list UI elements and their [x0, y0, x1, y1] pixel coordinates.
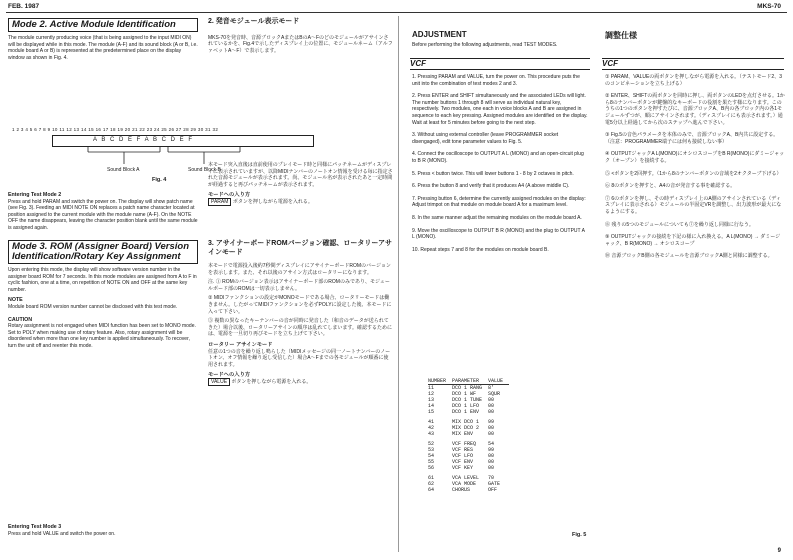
- table-row: 11 DCO 1 RANG 8': [428, 385, 495, 391]
- jp-rotary-body: 任意の1つの音を繰り返し鳴らした（MIDIメッセージの同一ノートナンバーのノートオン、オフ情報を繰り返し受信した）場合A～Fまでの各モジュールが順番に使用されます。: [208, 348, 391, 368]
- step-jp-4: ④ OUTPUTジャックA L(MONO)にオシロスコープをB R(MONO)にダミージャック（オープン）を接続する。: [605, 151, 785, 164]
- col-number: NUMBER: [428, 378, 452, 385]
- steps-en: [412, 74, 588, 259]
- step-3: 3. Without using external controller (leave PROGRAMMER socket disengaged), edit tone parameter values to Fig. 5.: [412, 132, 559, 145]
- header-date: FEB. 1987: [8, 3, 40, 10]
- mode2-jp-note: [208, 162, 393, 209]
- step-7: 7. Pressing button 6, determine the currently assigned modules on the display: Adjust trimpot on that module on module board A for a maximum level.: [412, 195, 586, 209]
- jp-note-2: ② MIDIファンクションの設定がMONOモードである場合、ロータリーモードは働きません。したがってMIDIファンクションを必ずPOLYに設定した後、本モードに入って下さい。: [208, 295, 392, 315]
- page-divider: [398, 16, 399, 552]
- step-jp-8: ⑧ 残りの5つのモジュールについても⑦を繰り返し同様に行なう。: [605, 221, 754, 228]
- fig4-ruler: 1 2 3 4 5 6 7 8 9 10 11 12 13 14 15 16 17 18 19 20 21 22 23 24 25 26 27 28 29 30 31 32: [12, 127, 219, 132]
- mode3-body-jp: 本モードで電源投入後約7秒間ディスプレイにアサイナーボードROMのバージョンを表示します。また、それ以後のアサイン方式はロータリーになります。: [208, 263, 391, 276]
- step-8: 8. In the same manner adjust the remaining modules on the module board A.: [412, 214, 582, 221]
- mode3-title-jp: 3. アサイナーボードROMバージョン確認、ロータリーアサインモード: [208, 240, 392, 256]
- sound-block-a-label: Sound Block A: [107, 167, 140, 173]
- step-2: 2. Press ENTER and SHIFT simultaneously and the associated LEDs will light. The number buttons 1 through 8 will serve as individual natural key, respectively. Two modules, one each in voice blocks A and B are assigned in sequence to each key pressing. Assigned modules are identified on the display. Wait at least for 5 minutes before going to the next step.: [412, 93, 588, 126]
- table-row: 14 DCO 1 LFO 00: [428, 403, 495, 409]
- col-parameter: PARAMETER: [452, 378, 488, 385]
- caution-title: CAUTION: [8, 316, 33, 323]
- table-row: 54 VCF LFO 00: [428, 453, 495, 459]
- mode2-body: The module currently producing voice (that is being assigned to the input MIDI ON) will be displayed while in this mode. The module (A-F) and its sound block (A or B, i.e. module board A or B) is represented at the predetermined place on the display window as shown in Fig. 4.: [8, 35, 198, 61]
- mode2-entering: [8, 188, 198, 235]
- table-row: 15 DCO 1 ENV 00: [428, 409, 495, 415]
- mode3-entering-title: Entering Test Mode 3: [8, 524, 62, 530]
- note-title: NOTE: [8, 297, 23, 304]
- param-table: [428, 378, 509, 493]
- step-jp-10: ⑩ 音源ブロックB側の各モジュールを音源ブロックA側と同様に調整する。: [605, 253, 773, 260]
- step-jp-7: ⑦ 6のボタンを押し、その時ディスプレイ上のA側のアサインされている（ディスプレイに表示される）モジュールの半固定VRを調整し、出力波形が最大になるようにする。: [605, 195, 782, 215]
- step-jp-5: ⑤ <ボタンを2回押す。（1から8のナンバーボタンの音域を2オクターブ下げる）: [605, 170, 782, 177]
- mode3-body: Upon entering this mode, the display will show software version number in the assigner board ROM for 7 seconds. In this mode modules are assigned from A to F in cyclic fashion, one at a time, on repetition of NOTE ON and OFF at the same key number.: [8, 267, 197, 293]
- mode2-jp-entry-title: モードへの入り方: [208, 192, 251, 199]
- jp-note-1: 注. ① ROMのバージョン表示はアサイナーボード部のROMのみであり、モジュールボード部のROMは一切表示しません。: [208, 279, 390, 292]
- caution-body: Rotary assignment is not engaged when MIDI function has been set to MONO mode. Set to POLY when making use of rotary feature. Also, rotary assignment will be disordered when more than one key number is applied simultaneously. To recover, turn the unit off and reenter this mode.: [8, 323, 196, 349]
- mode3-jp-entry-body: ボタンを押しながら電源を入れる。: [231, 378, 312, 385]
- sound-block-b-label: Sound Block B: [188, 167, 221, 173]
- mode2-en: [8, 18, 198, 64]
- col-value: VALUE: [488, 378, 509, 385]
- step-9: 9. Move the oscilloscope to OUTPUT B R (MONO) and the plug to OUTPUT A L (MONO).: [412, 227, 585, 241]
- header-model: MKS-70: [757, 3, 781, 10]
- step-1: 1. Pressing PARAM and VALUE, turn the power on. This procedure puts the unit into the combination of test modes 2 and 3.: [412, 74, 580, 87]
- adjustment-title: ADJUSTMENT: [412, 30, 467, 39]
- table-row: 62 VCA MODE GATE: [428, 481, 501, 487]
- fig5-caption: Fig. 5: [572, 532, 587, 538]
- header-rule: [6, 12, 787, 13]
- mode3-jp-entry-title: モードへの入り方: [208, 372, 251, 379]
- steps-jp: [605, 74, 785, 266]
- mode2-jp-entry-body: ボタンを押しながら電源を入れる。: [232, 198, 313, 205]
- fig4-letters: A B C D E F A B C D E F: [93, 137, 194, 143]
- step-5: 5. Press < button twice. This will lower buttons 1 - 8 by 2 octaves in pitch.: [412, 170, 574, 177]
- mode3-en: [8, 240, 198, 353]
- table-row: 52 VCF FREQ 54: [428, 441, 495, 447]
- step-4: 4. Connect the oscilloscope to OUTPUT A L (MONO) and an open-circuit plug to B R (MONO).: [412, 151, 584, 164]
- table-row: 41 MIX DCO 1 99: [428, 419, 495, 425]
- table-row: 61 VCA LEVEL 70: [428, 475, 495, 481]
- mode2-title: Mode 2. Active Module Identification: [8, 18, 198, 32]
- table-row: 43 MIX ENV 00: [428, 431, 495, 437]
- note-body: Module board ROM version number cannot be disclosed with this test mode.: [8, 303, 178, 310]
- mode3-entering: [8, 520, 198, 540]
- mode2-entering-body: Press and hold PARAM and switch the power on. The display will show patch name (see Fig. 3). Feeding an MIDI NOTE ON replaces a patch name character located at position assigned to the current module with the module name (A-F). On the NOTE OFF the name disappears, leaving the character position blank until the same module is assigned again.: [8, 198, 198, 231]
- step-jp-2: ② ENTER、SHIFTの両ボタンを同時に押し、両ボタンのLEDを点灯させる。1から8のナンバーボタンが鍵盤的なキーボードの役割を果たす様になります。このうちの1つのボタンを押すたびに、音源ブロックA、B内の各ブロック内の各1モジュールずつが、順にアサインされます。（ディスプレイにも表示されます。）通電5分以上経過してから次のステップへ進んで下さい。: [605, 93, 785, 126]
- step-jp-3: ③ Fig.5の音色パラメータを本体のみで、音源ブロックA、B内共に設定する。（注意：PROGRAMMER端子には何も接続しない事）: [605, 132, 779, 145]
- mode2-jp-note-text: 本モード突入直後は直前使用のプレイモード時と同様にパッチネームがディスプレイに表示されていますが、以降MIDIナンバーのノートオン情報を受ける毎に指定された音源モジュールが表示されます。尚、モジュール名が表示されたあと一定時間が経過すると再びパッチネームが表示されます。: [208, 162, 393, 188]
- step-jp-9: ⑨ OUTPUTジャックの接続を下記の様に入れ換える。A L(MONO) → ダミージャック、B R(MONO) → オシロスコープ: [605, 234, 781, 247]
- table-row: 53 VCF RES 99: [428, 447, 495, 453]
- jp-note-3: ③ 複数の異なったキーナンバーの音が同時に発音した（和音のデータが送られてきた）場合以後、ロータリーアサインの順序は乱れてしまいます。確認するためには、電源を一旦切り再びモードを立ち上げて下さい。: [208, 318, 393, 338]
- value-key: VALUE: [208, 378, 230, 386]
- param-table-wrap: [428, 378, 509, 493]
- table-row: 12 DCO 1 WF SQUR: [428, 391, 501, 397]
- vcf-label-jp: VCF: [602, 59, 618, 68]
- jp-rotary-title: ロータリー アサインモード: [208, 341, 273, 348]
- vcf-label: VCF: [410, 59, 426, 68]
- mode3-jp: [208, 240, 393, 389]
- mode3-entering-body: Press and hold VALUE and switch the power on.: [8, 530, 116, 537]
- table-row: 64 CHORUS OFF: [428, 487, 498, 493]
- step-jp-1: ① PARAM、VALUEの両ボタンを押しながら電源を入れる。（テストモード2、3のコンビネーションを立ち上げる）: [605, 74, 782, 87]
- mode2-entering-title: Entering Test Mode 2: [8, 192, 62, 198]
- mode3-title: Mode 3. ROM (Assigner Board) Version Identification/Rotary Key Assignment: [8, 240, 198, 264]
- mode2-title-jp: 2. 発音モジュール表示モード: [208, 18, 300, 25]
- adjustment-intro: [412, 42, 582, 52]
- page-number: 9: [777, 548, 781, 554]
- table-row: 42 MIX DCO 2 00: [428, 425, 495, 431]
- mode2-body-jp: MKS-70を発音時、音源ブロックAまたはBのA～Fのどのモジュールがアサインされているかを、Fig.4で示したディスプレイ上の位置に、モジュールネーム（アルファベットA～F）で表示します。: [208, 34, 393, 54]
- mode2-jp: [208, 18, 393, 57]
- vcf-section-bar: [410, 58, 590, 70]
- table-row: 55 VCF ENV 00: [428, 459, 495, 465]
- intro-text: Before performing the following adjustments, read TEST MODES.: [412, 42, 558, 48]
- param-key: PARAM: [208, 198, 231, 206]
- step-6: 6. Press the button 8 and verify that it produces A4 (A above middle C).: [412, 183, 570, 190]
- fig4-caption: Fig. 4: [152, 177, 167, 183]
- vcf-section-bar-jp: [602, 58, 784, 70]
- step-10: 10. Repeat steps 7 and 8 for the modules on module board B.: [412, 246, 549, 253]
- table-row: 56 VCF KEY 00: [428, 465, 495, 471]
- table-row: 13 DCO 1 TUNE 00: [428, 397, 495, 403]
- step-jp-6: ⑥ 8のボタンを押すと、A4の音が発音する事を確認する。: [605, 183, 736, 190]
- adjustment-title-jp: 調整仕様: [605, 31, 637, 40]
